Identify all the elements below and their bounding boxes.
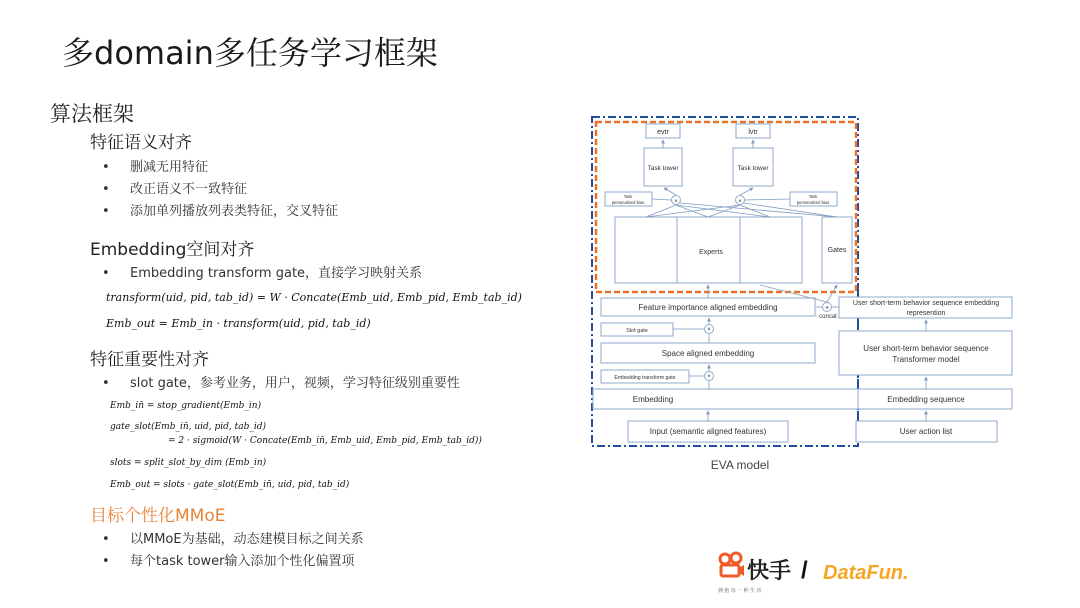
- plus-icon: +: [824, 305, 830, 312]
- kuaishou-text: 快手: [747, 559, 792, 584]
- emb-transform-gate-label: Embedding transform gate: [614, 375, 676, 381]
- slot-gate-label: Slot gate: [626, 328, 648, 334]
- logo-slash: /: [801, 557, 808, 584]
- evtr-label: evtr: [657, 129, 669, 136]
- times-icon: ×: [707, 374, 711, 380]
- times-icon: ×: [674, 199, 678, 205]
- semantic-bullet-2: • 改正语义不一致特征: [102, 182, 248, 197]
- mmoe-bullet-2: • 每个task tower输入添加个性化偏置项: [102, 554, 355, 569]
- lvtr-label: lvtr: [748, 129, 758, 136]
- kuaishou-logo: [716, 548, 946, 596]
- transformer-box: [839, 331, 1012, 375]
- importance-formula-2b: = 2 · sigmoid(W · Concate(Emb_in̄, Emb_uid, Emb_pid, Emb_tab_id)): [168, 436, 482, 446]
- transformer-label-2: Transformer model: [892, 355, 960, 364]
- mmoe-heading: 目标个性化MMoE: [90, 506, 226, 526]
- transformer-label-1: User short-term behavior sequence: [863, 344, 989, 353]
- importance-heading: 特征重要性对齐: [90, 350, 209, 370]
- embedding-heading: Embedding空间对齐: [90, 240, 255, 260]
- embedding-seq-label: Embedding sequence: [887, 395, 965, 404]
- semantic-bullet-1: • 删减无用特征: [102, 160, 209, 175]
- times-icon: ×: [738, 199, 742, 205]
- task-tower-label-1: Task tower: [647, 165, 679, 172]
- task-bias-label-2a: Task: [808, 194, 818, 199]
- user-seq-emb-label-2: represention: [906, 310, 946, 317]
- kuaishou-tagline: 拥 抱 每 一 种 生 活: [718, 588, 762, 594]
- concat-label: concat: [819, 314, 837, 320]
- user-action-label: User action list: [899, 427, 953, 436]
- semantic-bullet-3: • 添加单列播放列表类特征，交叉特征: [102, 204, 339, 219]
- embedding-formula-2: Emb_out = Emb_in · transform(uid, pid, tab_id): [106, 317, 371, 330]
- task-tower-label-2: Task tower: [737, 165, 769, 172]
- times-icon: ×: [707, 327, 711, 333]
- slide-title: 多domain多任务学习框架: [62, 34, 438, 72]
- logo-area: [716, 548, 946, 596]
- importance-formula-1: Emb_in̄ = stop_gradient(Emb_in): [110, 401, 262, 411]
- experts-label: Experts: [699, 249, 723, 256]
- gates-label: Gates: [827, 247, 847, 254]
- importance-formula-4: Emb_out = slots · gate_slot(Emb_in̄, uid, pid, tab_id): [110, 480, 350, 490]
- user-seq-emb-label-1: User short-term behavior sequence embedding: [852, 300, 1000, 307]
- diagram-caption: EVA model: [710, 458, 770, 472]
- task-bias-label-2b: personalized bias: [796, 200, 830, 205]
- feature-importance-label: Feature importance aligned embedding: [638, 303, 778, 312]
- mmoe-bullet-1: • 以MMoE为基础，动态建模目标之间关系: [102, 532, 364, 547]
- datafun-logo: DataFun.: [823, 562, 909, 584]
- task-bias-label-1a: Task: [623, 194, 633, 199]
- embedding-label: Embedding: [632, 395, 674, 404]
- section-heading: 算法框架: [50, 102, 134, 126]
- input-label: Input (semantic aligned features): [649, 427, 767, 436]
- embedding-bullet-1: • Embedding transform gate，直接学习映射关系: [102, 266, 423, 281]
- semantic-heading: 特征语义对齐: [90, 133, 192, 153]
- importance-bullet-1: • slot gate，参考业务，用户，视频，学习特征级别重要性: [102, 376, 460, 391]
- importance-formula-3: slots = split_slot_by_dim (Emb_in): [110, 458, 267, 468]
- importance-formula-2a: gate_slot(Emb_in̄, uid, pid, tab_id): [110, 422, 267, 432]
- task-bias-label-1b: personalized bias: [611, 200, 645, 205]
- space-aligned-label: Space aligned embedding: [661, 349, 755, 358]
- embedding-formula-1: transform(uid, pid, tab_id) = W · Concate(Emb_uid, Emb_pid, Emb_tab_id): [106, 291, 522, 304]
